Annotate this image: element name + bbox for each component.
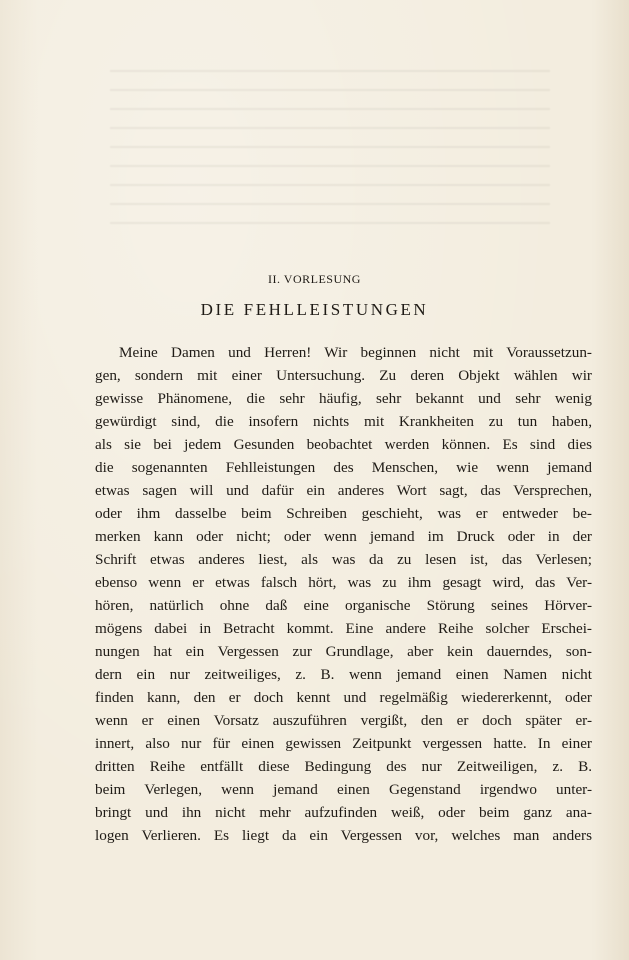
text-line: wenn er einen Vorsatz auszuführen vergißt, den er doch später er-	[95, 712, 592, 729]
text-line: beim Verlegen, wenn jemand einen Gegenstand irgendwo unter-	[95, 781, 592, 798]
text-line: Meine Damen und Herren! Wir beginnen nicht mit Voraussetzun-	[119, 344, 592, 361]
text-line: als sie bei jedem Gesunden beobachtet werden können. Es sind dies	[95, 436, 592, 453]
text-line: mögens dabei in Betracht kommt. Eine andere Reihe solcher Erschei-	[95, 620, 592, 637]
text-line: etwas sagen will und dafür ein anderes Wort sagt, das Versprechen,	[95, 482, 592, 499]
text-line: gewisse Phänomene, die sehr häufig, sehr bekannt und sehr wenig	[95, 390, 592, 407]
text-line: bringt und ihn nicht mehr aufzufinden weiß, oder beim ganz ana-	[95, 804, 592, 821]
chapter-label: II. VORLESUNG	[268, 272, 361, 286]
body-paragraph	[95, 341, 592, 847]
text-line: dritten Reihe entfällt diese Bedingung des nur Zeitweiligen, z. B.	[95, 758, 592, 775]
chapter-title: DIE FEHLLEISTUNGEN	[200, 300, 429, 319]
text-line: logen Verlieren. Es liegt da ein Vergessen vor, welches man anders	[95, 827, 592, 844]
text-line: oder ihm dasselbe beim Schreiben geschieht, was er entweder be-	[95, 505, 592, 522]
text-line: Schrift etwas anderes liest, als was da zu lesen ist, das Verlesen;	[95, 551, 592, 568]
text-line: nungen hat ein Vergessen zur Grundlage, aber kein dauerndes, son-	[95, 643, 592, 660]
text-line: ebenso wenn er etwas falsch hört, was zu ihm gesagt wird, das Ver-	[95, 574, 592, 591]
text-line: gen, sondern mit einer Untersuchung. Zu deren Objekt wählen wir	[95, 367, 592, 384]
text-line: hören, natürlich ohne daß eine organische Störung seines Hörver-	[95, 597, 592, 614]
text-line: gewürdigt sind, die insofern nichts mit Krankheiten zu tun haben,	[95, 413, 592, 430]
text-line: innert, also nur für einen gewissen Zeitpunkt vergessen hatte. In einer	[95, 735, 592, 752]
text-line: dern ein nur zeitweiliges, z. B. wenn jemand einen Namen nicht	[95, 666, 592, 683]
text-line: finden kann, den er doch kennt und regelmäßig wiedererkennt, oder	[95, 689, 592, 706]
text-line: die sogenannten Fehlleistungen des Menschen, wie wenn jemand	[95, 459, 592, 476]
text-line: merken kann oder nicht; oder wenn jemand im Druck oder in der	[95, 528, 592, 545]
show-through-text	[110, 70, 550, 240]
